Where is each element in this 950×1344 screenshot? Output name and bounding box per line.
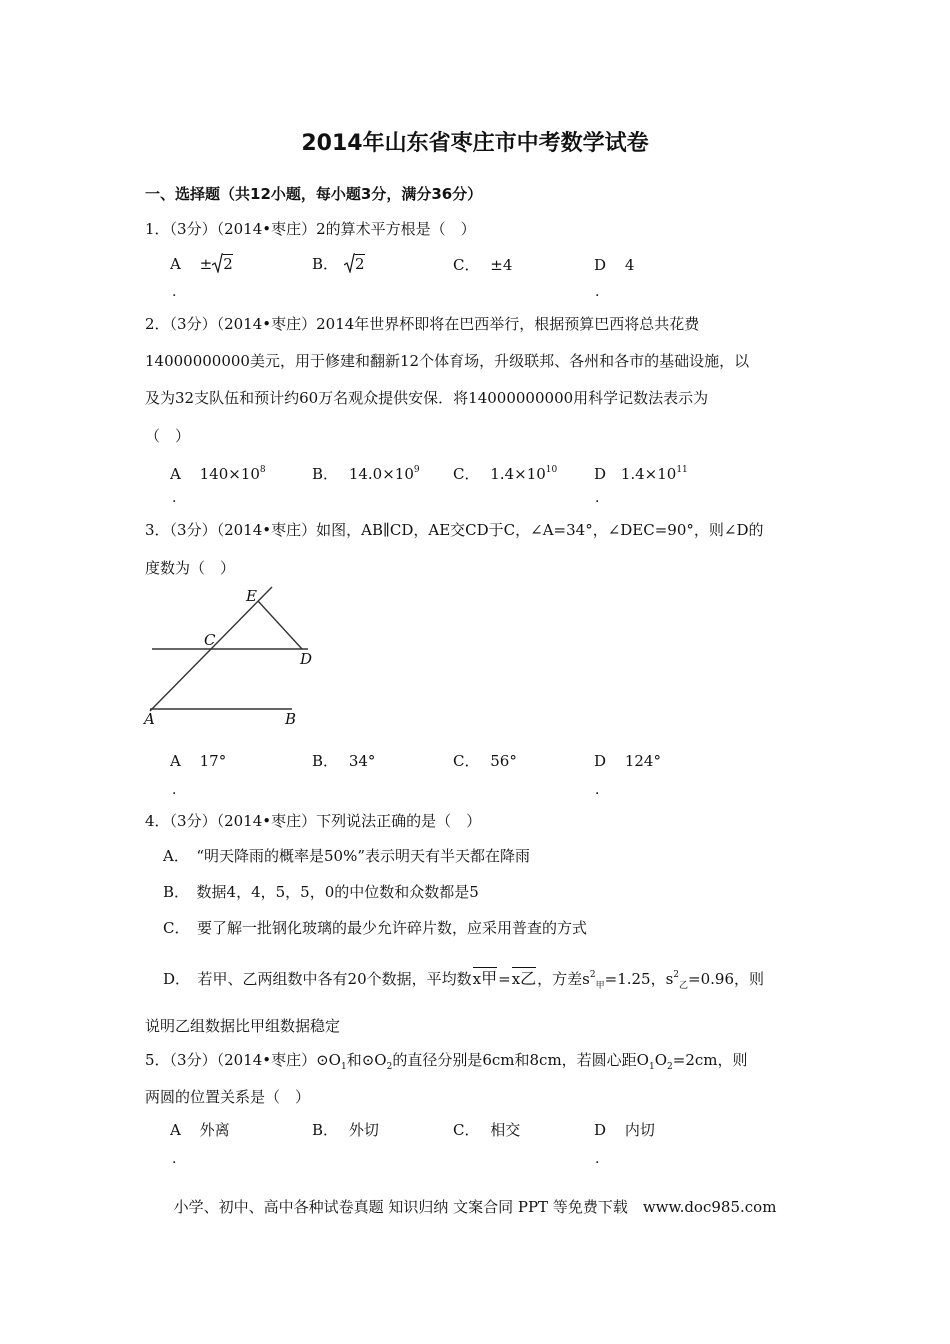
x-symbol: x bbox=[472, 970, 482, 988]
o2-sub: 2 bbox=[667, 1062, 673, 1072]
q5-a-letter: A bbox=[170, 1121, 181, 1139]
yi-sub: 乙 bbox=[679, 981, 689, 991]
q2-a-base: 140×10 bbox=[199, 465, 260, 483]
q2-a-letter: A bbox=[170, 465, 181, 483]
footer-link[interactable]: 小学、初中、高中各种试卷真题 知识归纳 文案合同 PPT 等免费下载 www.doc985.com bbox=[173, 1198, 777, 1216]
q1-a-radicand: 2 bbox=[223, 255, 233, 273]
q3-option-c bbox=[453, 751, 517, 771]
q4-option-d-line2: 说明乙组数据比甲组数据稳定 bbox=[145, 1017, 341, 1035]
jia-sub: 甲 bbox=[595, 981, 605, 991]
label-a: A bbox=[144, 710, 155, 728]
q5-option-d bbox=[594, 1120, 655, 1140]
q1-d-letter: D bbox=[594, 256, 607, 274]
q1-a-dot: . bbox=[172, 284, 177, 300]
q3-option-b bbox=[312, 751, 375, 771]
q5-b-letter: B． bbox=[312, 1121, 339, 1139]
sqrt-icon bbox=[344, 253, 355, 273]
q4-d-pre: D． 若甲、乙两组数中各有20个数据，平均数 bbox=[163, 970, 472, 988]
question-3-line2: 度数为（ ） bbox=[145, 559, 236, 577]
o2-sub: 2 bbox=[386, 1062, 393, 1072]
section-heading: 一、选择题（共12小题，每小题3分，满分36分） bbox=[145, 185, 483, 203]
q3-d-text: 124° bbox=[624, 752, 661, 770]
q5-pre: 5．（3分）（2014•枣庄）⊙O bbox=[145, 1051, 341, 1069]
q4-d-mid: ，方差s bbox=[537, 970, 590, 988]
q1-d-dot: . bbox=[595, 284, 600, 300]
q3-b-text: 34° bbox=[348, 752, 376, 770]
q4-option-c: C． 要了解一批钢化玻璃的最少允许碎片数，应采用普查的方式 bbox=[163, 919, 587, 937]
label-b: B bbox=[285, 710, 297, 728]
q2-c-exp: 10 bbox=[545, 465, 558, 475]
q5-c-letter: C． bbox=[453, 1121, 480, 1139]
q5-mid: 的直径分别是6cm和8cm，若圆心距O bbox=[392, 1051, 649, 1069]
o-letter: O bbox=[654, 1051, 668, 1069]
sqrt-icon bbox=[212, 253, 223, 273]
q2-d-exp: 11 bbox=[676, 465, 688, 475]
equals-sign: = bbox=[498, 970, 511, 988]
q1-option-b bbox=[312, 253, 365, 274]
q2-c-letter: C． bbox=[453, 465, 480, 483]
question-5-line2: 两圆的位置关系是（ ） bbox=[145, 1088, 311, 1106]
q1-option-a bbox=[170, 253, 233, 274]
q4-option-a: A． “明天降雨的概率是50%”表示明天有半天都在降雨 bbox=[163, 847, 531, 865]
q5-b-text: 外切 bbox=[348, 1121, 379, 1139]
q5-option-c bbox=[453, 1120, 520, 1140]
jia-subscript: 甲 bbox=[481, 969, 498, 988]
label-d: D bbox=[300, 650, 313, 668]
q2-option-c bbox=[453, 460, 557, 484]
square-exp: 2 bbox=[589, 970, 596, 980]
q2-b-base: 14.0×10 bbox=[348, 465, 414, 483]
q3-c-text: 56° bbox=[490, 752, 517, 770]
q2-d-letter: D bbox=[594, 465, 607, 483]
q1-c-letter: C． bbox=[453, 256, 480, 274]
q3-a-dot: . bbox=[172, 782, 177, 798]
q5-and: 和⊙O bbox=[346, 1051, 387, 1069]
q1-a-pm: ± bbox=[199, 255, 213, 273]
x-symbol: x bbox=[511, 970, 521, 988]
label-e: E bbox=[246, 587, 257, 605]
yi-subscript: 乙 bbox=[520, 969, 537, 988]
q2-option-a bbox=[170, 460, 266, 484]
q2-d-dot: . bbox=[595, 490, 600, 506]
q2-a-exp: 8 bbox=[259, 465, 266, 475]
q2-option-b bbox=[312, 460, 420, 484]
q5-a-text: 外离 bbox=[199, 1121, 230, 1139]
q1-option-c bbox=[453, 255, 512, 275]
q1-b-radicand: 2 bbox=[355, 255, 365, 273]
q5-c-text: 相交 bbox=[490, 1121, 521, 1139]
q1-c-text: ±4 bbox=[490, 256, 513, 274]
q2-a-dot: . bbox=[172, 490, 177, 506]
page-title: 2014年山东省枣庄市中考数学试卷 bbox=[301, 131, 649, 156]
q3-d-dot: . bbox=[595, 782, 600, 798]
q2-c-base: 1.4×10 bbox=[490, 465, 546, 483]
q3-b-letter: B． bbox=[312, 752, 339, 770]
geometry-figure bbox=[140, 585, 330, 730]
x-bar-jia bbox=[473, 967, 497, 989]
question-2-line2: 14000000000美元，用于修建和翻新12个体育场，升级联邦、各州和各市的基础设施，以 bbox=[145, 352, 750, 370]
q3-a-text: 17° bbox=[199, 752, 227, 770]
q5-end: =2cm，则 bbox=[672, 1051, 748, 1069]
q2-b-exp: 9 bbox=[413, 465, 420, 475]
q3-option-a bbox=[170, 751, 226, 771]
q3-option-d bbox=[594, 751, 661, 771]
q3-d-letter: D bbox=[594, 752, 607, 770]
q4-option-b: B． 数据4，4，5，5，0的中位数和众数都是5 bbox=[163, 883, 479, 901]
q4-d-v2: =0.96，则 bbox=[688, 970, 765, 988]
q2-option-d bbox=[594, 460, 688, 484]
q5-a-dot: . bbox=[172, 1151, 177, 1167]
q5-d-dot: . bbox=[595, 1151, 600, 1167]
q2-d-base: 1.4×10 bbox=[620, 465, 677, 483]
q1-b-letter: B． bbox=[312, 255, 339, 273]
question-2-line4: （ ） bbox=[145, 427, 191, 445]
question-5-line1 bbox=[145, 1050, 748, 1077]
x-bar-yi bbox=[512, 967, 536, 989]
square-exp: 2 bbox=[673, 970, 680, 980]
question-1-stem: 1．（3分）（2014•枣庄）2的算术平方根是（ ） bbox=[145, 220, 476, 238]
q1-option-d bbox=[594, 255, 634, 275]
q1-a-letter: A bbox=[170, 255, 181, 273]
o1-sub: 1 bbox=[648, 1062, 655, 1072]
q1-d-text: 4 bbox=[624, 256, 635, 274]
q5-d-text: 内切 bbox=[624, 1121, 655, 1139]
line-ed bbox=[258, 601, 302, 649]
q5-option-a bbox=[170, 1120, 230, 1140]
question-4-stem: 4．（3分）（2014•枣庄）下列说法正确的是（ ） bbox=[145, 812, 482, 830]
q2-b-letter: B． bbox=[312, 465, 339, 483]
q3-a-letter: A bbox=[170, 752, 181, 770]
label-c: C bbox=[204, 631, 216, 649]
question-2-line1: 2．（3分）（2014•枣庄）2014年世界杯即将在巴西举行，根据预算巴西将总共花费 bbox=[145, 315, 700, 333]
q5-d-letter: D bbox=[594, 1121, 607, 1139]
question-3-line1: 3．（3分）（2014•枣庄）如图，AB∥CD，AE交CD于C，∠A=34°，∠DEC=90°，则∠D的 bbox=[145, 521, 764, 539]
q3-c-letter: C． bbox=[453, 752, 480, 770]
q5-option-b bbox=[312, 1120, 379, 1140]
q4-d-v1: =1.25，s bbox=[604, 970, 674, 988]
question-2-line3: 及为32支队伍和预计约60万名观众提供安保．将14000000000用科学记数法表示为 bbox=[145, 389, 709, 407]
o1-sub: 1 bbox=[340, 1062, 347, 1072]
q4-option-d bbox=[163, 965, 764, 996]
